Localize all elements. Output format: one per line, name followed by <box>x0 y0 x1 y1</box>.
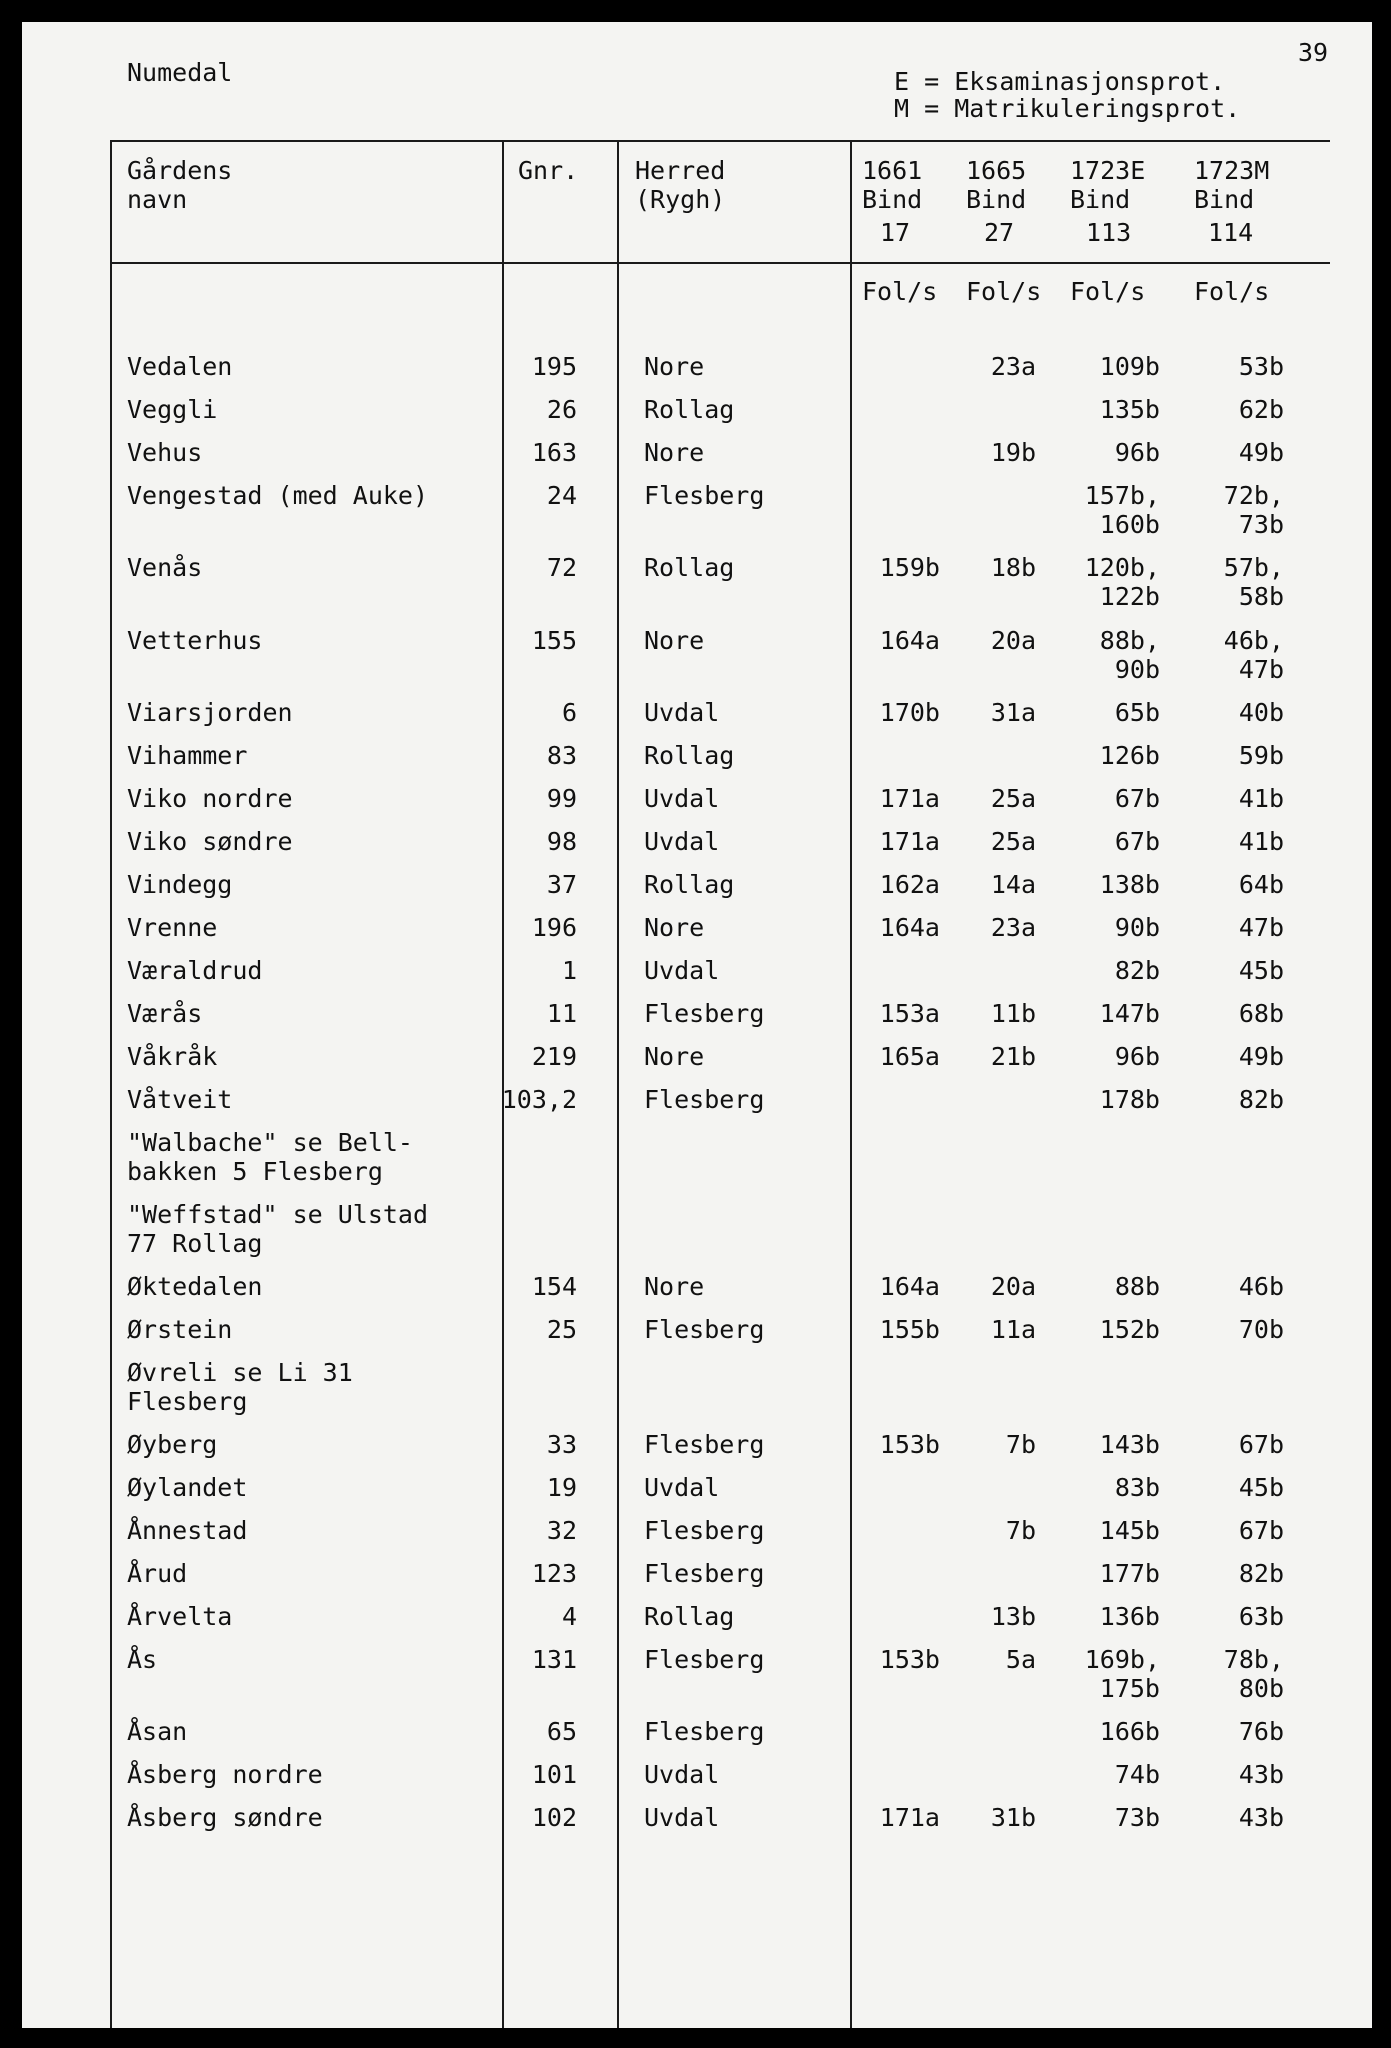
vol-1723m-cell: 82b <box>1238 1559 1284 1588</box>
vol-1723e-cell: 88b, 90b <box>1099 626 1160 684</box>
vol-1723m-cell: 67b <box>1238 1516 1284 1545</box>
farm-name-cell: Åsberg nordre <box>127 1760 323 1789</box>
col-1723m-year: 1723M <box>1194 156 1270 185</box>
farm-name-cell: Årvelta <box>127 1602 233 1631</box>
farm-name-cell: Viko nordre <box>127 784 293 813</box>
gnr-cell: 131 <box>531 1645 577 1674</box>
vol-1723m-cell: 43b <box>1238 1760 1284 1789</box>
herred-cell: Uvdal <box>644 784 720 813</box>
vol-1723e-cell: 136b <box>1099 1602 1160 1631</box>
vol-1661-cell: 170b <box>879 698 940 727</box>
vol-1723e-cell: 88b <box>1114 1272 1160 1301</box>
vol-1723m-cell: 59b <box>1238 741 1284 770</box>
vol-1723m-cell: 57b, 58b <box>1223 553 1284 611</box>
herred-cell: Rollag <box>644 553 735 582</box>
vol-1723m-cell: 76b <box>1238 1717 1284 1746</box>
farm-name-cell: Åsberg søndre <box>127 1803 323 1832</box>
vol-1723e-cell: 74b <box>1114 1760 1160 1789</box>
herred-cell: Flesberg <box>644 1559 765 1588</box>
vol-1723m-cell: 40b <box>1238 698 1284 727</box>
col-1723m-fol: Fol/s <box>1194 277 1270 306</box>
farm-name-cell: Våtveit <box>127 1085 233 1114</box>
farm-name-cell: "Walbache" se Bell- bakken 5 Flesberg <box>127 1128 413 1186</box>
herred-cell: Flesberg <box>644 1315 765 1344</box>
herred-cell: Flesberg <box>644 999 765 1028</box>
herred-cell: Uvdal <box>644 698 720 727</box>
gnr-cell: 99 <box>546 784 577 813</box>
vol-1723m-cell: 62b <box>1238 395 1284 424</box>
vol-1661-cell: 155b <box>879 1315 940 1344</box>
farm-name-cell: Veggli <box>127 395 218 424</box>
vol-1723m-cell: 78b, 80b <box>1223 1645 1284 1703</box>
vol-1723m-cell: 70b <box>1238 1315 1284 1344</box>
gnr-cell: 123 <box>531 1559 577 1588</box>
herred-cell: Flesberg <box>644 1430 765 1459</box>
col-gnr-header: Gnr. <box>518 156 579 185</box>
herred-cell: Flesberg <box>644 1645 765 1674</box>
gnr-cell: 83 <box>546 741 577 770</box>
vol-1661-cell: 159b <box>879 553 940 582</box>
farm-name-cell: Øktedalen <box>127 1272 263 1301</box>
col-1661-fol: Fol/s <box>862 277 938 306</box>
col-1665-year: 1665 <box>966 156 1027 185</box>
gnr-cell: 37 <box>546 870 577 899</box>
herred-cell: Flesberg <box>644 1717 765 1746</box>
vol-1723e-cell: 177b <box>1099 1559 1160 1588</box>
gnr-cell: 25 <box>546 1315 577 1344</box>
vol-1723e-cell: 152b <box>1099 1315 1160 1344</box>
sources-left-rule <box>850 140 852 2028</box>
col-1661-bind: Bind <box>862 185 923 214</box>
vol-1723m-cell: 41b <box>1238 784 1284 813</box>
col-1723m-bind: Bind <box>1194 185 1255 214</box>
vol-1723m-cell: 63b <box>1238 1602 1284 1631</box>
table-left-rule <box>110 140 112 2028</box>
vol-1661-cell: 162a <box>879 870 940 899</box>
farm-name-cell: Væraldrud <box>127 956 263 985</box>
vol-1723e-cell: 157b, 160b <box>1084 481 1160 539</box>
vol-1723e-cell: 135b <box>1099 395 1160 424</box>
vol-1661-cell: 171a <box>879 784 940 813</box>
col-herred-header: Herred <box>635 156 726 185</box>
vol-1665-cell: 14a <box>990 870 1036 899</box>
vol-1661-cell: 153a <box>879 999 940 1028</box>
gnr-cell: 163 <box>531 438 577 467</box>
herred-cell: Nore <box>644 1272 705 1301</box>
vol-1665-cell: 5a <box>1005 1645 1036 1674</box>
vol-1723m-cell: 47b <box>1238 913 1284 942</box>
gnr-cell: 1 <box>561 956 577 985</box>
gnr-cell: 154 <box>531 1272 577 1301</box>
farm-name-cell: Værås <box>127 999 203 1028</box>
vol-1665-cell: 25a <box>990 784 1036 813</box>
vol-1723e-cell: 126b <box>1099 741 1160 770</box>
farm-name-cell: Vihammer <box>127 741 248 770</box>
gnr-cell: 155 <box>531 626 577 655</box>
vol-1723m-cell: 43b <box>1238 1803 1284 1832</box>
herred-cell: Nore <box>644 913 705 942</box>
gnr-cell: 195 <box>531 352 577 381</box>
farm-name-cell: Vehus <box>127 438 203 467</box>
farm-name-cell: Våkråk <box>127 1042 218 1071</box>
vol-1665-cell: 23a <box>990 352 1036 381</box>
gnr-cell: 33 <box>546 1430 577 1459</box>
col-name-header: Gårdens <box>127 156 233 185</box>
table-top-rule <box>110 140 1330 142</box>
vol-1723e-cell: 83b <box>1114 1473 1160 1502</box>
herred-cell: Uvdal <box>644 1803 720 1832</box>
vol-1665-cell: 18b <box>990 553 1036 582</box>
document-page <box>22 22 1372 2028</box>
vol-1723e-cell: 65b <box>1114 698 1160 727</box>
gnr-cell: 102 <box>531 1803 577 1832</box>
vol-1661-cell: 171a <box>879 827 940 856</box>
vol-1661-cell: 164a <box>879 626 940 655</box>
gnr-cell: 219 <box>531 1042 577 1071</box>
vol-1661-cell: 164a <box>879 913 940 942</box>
vol-1661-cell: 171a <box>879 1803 940 1832</box>
vol-1723m-cell: 72b, 73b <box>1223 481 1284 539</box>
col-1723e-vol: 113 <box>1086 218 1132 247</box>
vol-1723e-cell: 67b <box>1114 827 1160 856</box>
gnr-cell: 65 <box>546 1717 577 1746</box>
vol-1723e-cell: 145b <box>1099 1516 1160 1545</box>
region-title: Numedal <box>127 58 233 87</box>
farm-name-cell: Øyberg <box>127 1430 218 1459</box>
vol-1665-cell: 13b <box>990 1602 1036 1631</box>
herred-cell: Uvdal <box>644 827 720 856</box>
farm-name-cell: "Weffstad" se Ulstad 77 Rollag <box>127 1200 429 1258</box>
vol-1661-cell: 153b <box>879 1430 940 1459</box>
col-1665-fol: Fol/s <box>966 277 1042 306</box>
vol-1723m-cell: 67b <box>1238 1430 1284 1459</box>
vol-1723e-cell: 169b, 175b <box>1084 1645 1160 1703</box>
vol-1665-cell: 11a <box>990 1315 1036 1344</box>
vol-1665-cell: 19b <box>990 438 1036 467</box>
gnr-cell: 72 <box>546 553 577 582</box>
gnr-cell: 103,2 <box>501 1085 577 1114</box>
vol-1723e-cell: 73b <box>1114 1803 1160 1832</box>
vol-1723e-cell: 96b <box>1114 438 1160 467</box>
herred-cell: Rollag <box>644 1602 735 1631</box>
col-1661-vol: 17 <box>880 218 911 247</box>
vol-1723m-cell: 46b, 47b <box>1223 626 1284 684</box>
gnr-cell: 196 <box>531 913 577 942</box>
page-number: 39 <box>1298 38 1329 67</box>
farm-name-cell: Øylandet <box>127 1473 248 1502</box>
vol-1723m-cell: 82b <box>1238 1085 1284 1114</box>
vol-1723m-cell: 64b <box>1238 870 1284 899</box>
vol-1665-cell: 7b <box>1005 1430 1036 1459</box>
vol-1661-cell: 164a <box>879 1272 940 1301</box>
farm-name-cell: Ånnestad <box>127 1516 248 1545</box>
vol-1661-cell: 153b <box>879 1645 940 1674</box>
vol-1665-cell: 20a <box>990 626 1036 655</box>
gnr-cell: 11 <box>546 999 577 1028</box>
farm-name-cell: Ås <box>127 1645 158 1674</box>
vol-1723e-cell: 138b <box>1099 870 1160 899</box>
col-1723e-year: 1723E <box>1070 156 1146 185</box>
herred-cell: Uvdal <box>644 1760 720 1789</box>
gnr-cell: 26 <box>546 395 577 424</box>
farm-name-cell: Årud <box>127 1559 188 1588</box>
vol-1723e-cell: 166b <box>1099 1717 1160 1746</box>
header-bottom-rule <box>110 262 1330 264</box>
vol-1665-cell: 7b <box>1005 1516 1036 1545</box>
vol-1665-cell: 21b <box>990 1042 1036 1071</box>
farm-name-cell: Viarsjorden <box>127 698 293 727</box>
farm-name-cell: Øvreli se Li 31 Flesberg <box>127 1358 353 1416</box>
vol-1723m-cell: 49b <box>1238 438 1284 467</box>
gnr-left-rule <box>502 140 504 2028</box>
gnr-cell: 98 <box>546 827 577 856</box>
herred-cell: Flesberg <box>644 1085 765 1114</box>
vol-1665-cell: 20a <box>990 1272 1036 1301</box>
farm-name-cell: Vetterhus <box>127 626 263 655</box>
col-1723e-fol: Fol/s <box>1070 277 1146 306</box>
vol-1723m-cell: 68b <box>1238 999 1284 1028</box>
vol-1661-cell: 165a <box>879 1042 940 1071</box>
col-1661-year: 1661 <box>862 156 923 185</box>
vol-1665-cell: 31a <box>990 698 1036 727</box>
herred-cell: Flesberg <box>644 1516 765 1545</box>
herred-cell: Rollag <box>644 395 735 424</box>
vol-1723e-cell: 109b <box>1099 352 1160 381</box>
vol-1723e-cell: 90b <box>1114 913 1160 942</box>
vol-1665-cell: 11b <box>990 999 1036 1028</box>
vol-1665-cell: 31b <box>990 1803 1036 1832</box>
herred-cell: Nore <box>644 438 705 467</box>
farm-name-cell: Vindegg <box>127 870 233 899</box>
vol-1723e-cell: 96b <box>1114 1042 1160 1071</box>
vol-1723m-cell: 45b <box>1238 1473 1284 1502</box>
vol-1665-cell: 23a <box>990 913 1036 942</box>
herred-left-rule <box>617 140 619 2028</box>
herred-cell: Rollag <box>644 870 735 899</box>
herred-cell: Uvdal <box>644 1473 720 1502</box>
farm-name-cell: Viko søndre <box>127 827 293 856</box>
herred-cell: Nore <box>644 1042 705 1071</box>
vol-1723e-cell: 67b <box>1114 784 1160 813</box>
vol-1723e-cell: 178b <box>1099 1085 1160 1114</box>
gnr-cell: 4 <box>561 1602 577 1631</box>
gnr-cell: 24 <box>546 481 577 510</box>
farm-name-cell: Venås <box>127 553 203 582</box>
vol-1723m-cell: 46b <box>1238 1272 1284 1301</box>
vol-1665-cell: 25a <box>990 827 1036 856</box>
col-1723e-bind: Bind <box>1070 185 1131 214</box>
col-1665-vol: 27 <box>984 218 1015 247</box>
vol-1723m-cell: 49b <box>1238 1042 1284 1071</box>
gnr-cell: 32 <box>546 1516 577 1545</box>
vol-1723m-cell: 45b <box>1238 956 1284 985</box>
herred-cell: Nore <box>644 352 705 381</box>
herred-cell: Rollag <box>644 741 735 770</box>
vol-1723m-cell: 41b <box>1238 827 1284 856</box>
vol-1723e-cell: 82b <box>1114 956 1160 985</box>
gnr-cell: 101 <box>531 1760 577 1789</box>
col-1723m-vol: 114 <box>1208 218 1254 247</box>
farm-name-cell: Vengestad (med Auke) <box>127 481 429 510</box>
vol-1723e-cell: 147b <box>1099 999 1160 1028</box>
herred-cell: Nore <box>644 626 705 655</box>
farm-name-cell: Vrenne <box>127 913 218 942</box>
gnr-cell: 19 <box>546 1473 577 1502</box>
herred-cell: Uvdal <box>644 956 720 985</box>
herred-cell: Flesberg <box>644 481 765 510</box>
legend-e: E = Eksaminasjonsprot. <box>894 67 1226 96</box>
farm-name-cell: Vedalen <box>127 352 233 381</box>
col-name-header-2: navn <box>127 185 188 214</box>
legend-m: M = Matrikuleringsprot. <box>894 94 1241 123</box>
col-herred-header-2: (Rygh) <box>635 185 726 214</box>
col-1665-bind: Bind <box>966 185 1027 214</box>
gnr-cell: 6 <box>561 698 577 727</box>
farm-name-cell: Ørstein <box>127 1315 233 1344</box>
vol-1723e-cell: 120b, 122b <box>1084 553 1160 611</box>
vol-1723e-cell: 143b <box>1099 1430 1160 1459</box>
vol-1723m-cell: 53b <box>1238 352 1284 381</box>
farm-name-cell: Åsan <box>127 1717 188 1746</box>
